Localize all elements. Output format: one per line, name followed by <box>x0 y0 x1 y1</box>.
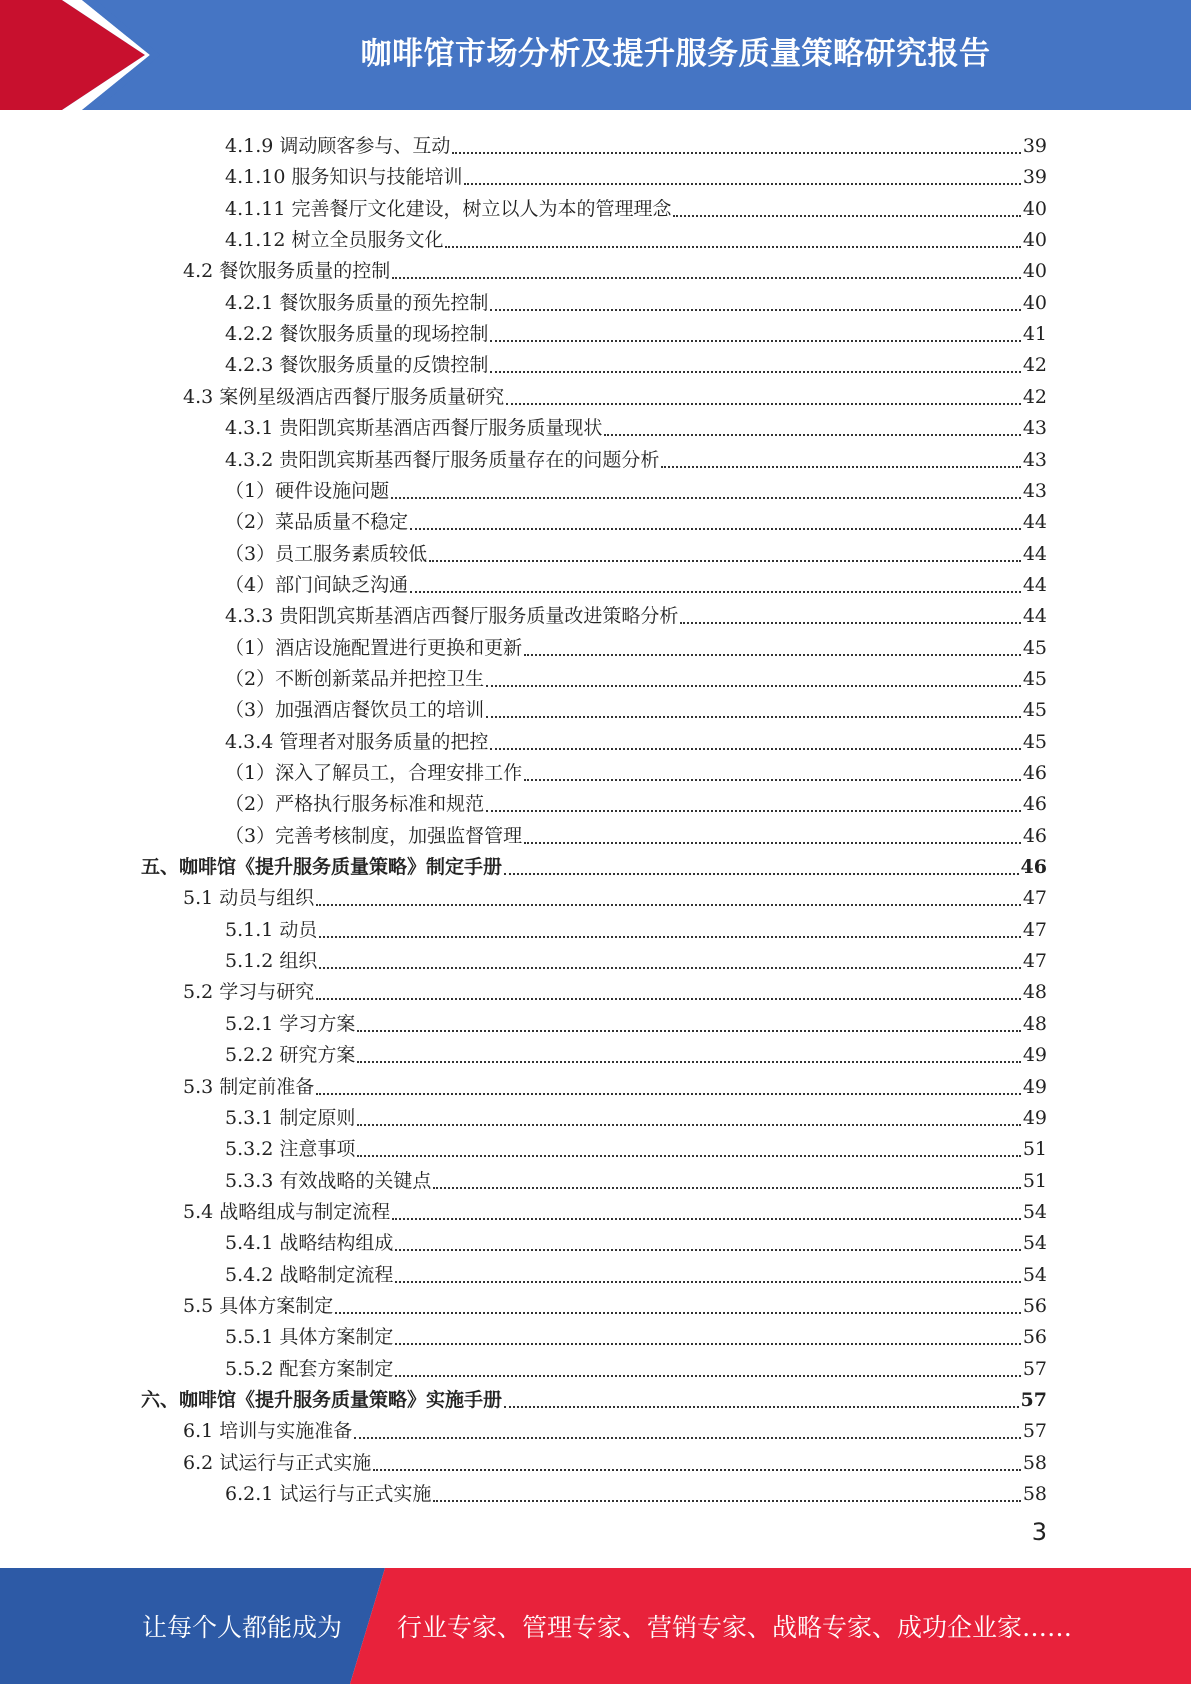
toc-entry-page: 45 <box>1022 667 1047 690</box>
toc-entry-title: 5.3.3 有效战略的关键点 <box>225 1169 432 1192</box>
toc-entry-page: 57 <box>1022 1420 1047 1443</box>
toc-entry[interactable] <box>225 284 1047 315</box>
toc-entry-page: 49 <box>1022 1044 1047 1067</box>
toc-entry-title: 4.3.3 贵阳凯宾斯基酒店西餐厅服务质量改进策略分析 <box>225 605 679 628</box>
toc-entry[interactable] <box>225 723 1047 754</box>
toc-entry[interactable] <box>183 1287 1047 1318</box>
toc-entry-title: （1）硬件设施问题 <box>225 479 390 502</box>
toc-entry[interactable] <box>225 566 1047 597</box>
toc-entry[interactable] <box>225 441 1047 472</box>
toc-entry-title: 4.2.2 餐饮服务质量的现场控制 <box>225 323 489 346</box>
toc-dot-leader <box>486 679 1021 687</box>
toc-entry-page: 46 <box>1022 793 1047 816</box>
toc-entry-title: （2）严格执行服务标准和规范 <box>225 793 485 816</box>
toc-entry[interactable] <box>225 597 1047 628</box>
toc-entry[interactable] <box>225 660 1047 691</box>
toc-dot-leader <box>395 1369 1020 1377</box>
toc-dot-leader <box>316 898 1021 906</box>
toc-entry-page: 54 <box>1022 1263 1047 1286</box>
toc-dot-leader <box>524 773 1021 781</box>
toc-entry[interactable] <box>225 1130 1047 1161</box>
toc-dot-leader <box>316 992 1021 1000</box>
toc-entry-title: 4.1.10 服务知识与技能培训 <box>225 166 463 189</box>
toc-entry-title: 六、咖啡馆《提升服务质量策略》实施手册 <box>141 1389 503 1411</box>
toc-entry-title: 5.2.2 研究方案 <box>225 1044 356 1067</box>
toc-entry-page: 45 <box>1022 730 1047 753</box>
toc-dot-leader <box>392 271 1021 279</box>
toc-dot-leader <box>661 460 1020 468</box>
toc-entry-title: 5.4 战略组成与制定流程 <box>183 1200 391 1223</box>
toc-entry[interactable] <box>225 1256 1047 1287</box>
toc-entry-title: 5.2 学习与研究 <box>183 981 315 1004</box>
toc-dot-leader <box>604 428 1020 436</box>
toc-entry[interactable] <box>225 1350 1047 1381</box>
toc-entry[interactable] <box>225 1099 1047 1130</box>
toc-dot-leader <box>429 554 1021 562</box>
toc-dot-leader <box>395 1243 1020 1251</box>
toc-entry-title: （1）酒店设施配置进行更换和更新 <box>225 636 523 659</box>
toc-entry[interactable] <box>183 973 1047 1004</box>
toc-dot-leader <box>357 1055 1020 1063</box>
toc-entry[interactable] <box>183 1444 1047 1475</box>
footer-slogan-left: 让每个人都能成为 <box>142 1613 343 1642</box>
toc-entry-title: （2）不断创新菜品并把控卫生 <box>225 667 485 690</box>
toc-entry-page: 54 <box>1022 1232 1047 1255</box>
toc-entry[interactable] <box>225 1005 1047 1036</box>
toc-entry-page: 47 <box>1022 887 1047 910</box>
toc-entry-page: 45 <box>1022 636 1047 659</box>
toc-dot-leader <box>673 209 1020 217</box>
toc-entry[interactable] <box>225 190 1047 221</box>
toc-entry-page: 46 <box>1022 824 1047 847</box>
toc-entry[interactable] <box>183 378 1047 409</box>
toc-entry[interactable] <box>225 535 1047 566</box>
page-footer <box>0 1568 1191 1684</box>
toc-entry[interactable] <box>225 629 1047 660</box>
toc-entry-page: 43 <box>1022 479 1047 502</box>
toc-entry-title: 5.3 制定前准备 <box>183 1075 315 1098</box>
toc-entry[interactable] <box>225 691 1047 722</box>
toc-dot-leader <box>433 1494 1020 1502</box>
toc-entry-title: 5.5.2 配套方案制定 <box>225 1357 394 1380</box>
toc-entry-page: 42 <box>1022 385 1047 408</box>
toc-entry[interactable] <box>183 252 1047 283</box>
toc-dot-leader <box>319 930 1020 938</box>
toc-entry-title: 五、咖啡馆《提升服务质量策略》制定手册 <box>141 856 503 879</box>
toc-entry-page: 44 <box>1022 605 1047 628</box>
toc-dot-leader <box>335 1306 1021 1314</box>
toc-entry[interactable] <box>183 1412 1047 1443</box>
toc-entry-title: 4.2.1 餐饮服务质量的预先控制 <box>225 291 489 314</box>
toc-dot-leader <box>410 522 1021 530</box>
toc-entry[interactable] <box>225 127 1047 158</box>
toc-entry-title: （1）深入了解员工，合理安排工作 <box>225 762 523 784</box>
toc-entry-title: 6.1 培训与实施准备 <box>183 1420 353 1443</box>
toc-entry-title: 5.2.1 学习方案 <box>225 1012 356 1035</box>
toc-dot-leader <box>490 334 1020 342</box>
toc-entry-page: 58 <box>1022 1451 1047 1474</box>
toc-entry[interactable] <box>183 879 1047 910</box>
toc-entry-page: 43 <box>1022 448 1047 471</box>
toc-entry-page: 39 <box>1022 135 1047 157</box>
toc-entry[interactable] <box>225 817 1047 848</box>
toc-entry-page: 51 <box>1022 1138 1047 1161</box>
toc-dot-leader <box>373 1463 1021 1471</box>
toc-entry-page: 45 <box>1022 699 1047 722</box>
toc-entry-title: 4.1.11 完善餐厅文化建设，树立以人为本的管理理念 <box>225 197 672 220</box>
toc-entry-title: 5.3.2 注意事项 <box>225 1138 356 1161</box>
toc-entry[interactable] <box>225 1318 1047 1349</box>
toc-entry[interactable] <box>225 158 1047 189</box>
toc-dot-leader <box>486 804 1021 812</box>
toc-dot-leader <box>490 303 1020 311</box>
toc-entry-title: 4.1.9 调动顾客参与、互动 <box>225 135 451 157</box>
toc-dot-leader <box>395 1275 1020 1283</box>
toc-entry-page: 56 <box>1022 1326 1047 1349</box>
toc-entry-title: 6.2.1 试运行与正式实施 <box>225 1483 432 1506</box>
toc-entry-page: 51 <box>1022 1169 1047 1192</box>
toc-entry[interactable] <box>225 942 1047 973</box>
toc-entry-page: 56 <box>1022 1294 1047 1317</box>
toc-entry-title: 4.3.2 贵阳凯宾斯基西餐厅服务质量存在的问题分析 <box>225 448 660 471</box>
toc-entry-title: （3）加强酒店餐饮员工的培训 <box>225 699 485 722</box>
toc-entry[interactable] <box>225 315 1047 346</box>
toc-entry-page: 49 <box>1022 1106 1047 1129</box>
toc-entry-title: 4.2.3 餐饮服务质量的反馈控制 <box>225 354 489 377</box>
toc-entry-title: 5.1.1 动员 <box>225 918 318 941</box>
toc-dot-leader <box>316 1087 1021 1095</box>
toc-entry-page: 41 <box>1022 323 1047 346</box>
toc-dot-leader <box>506 397 1021 405</box>
toc-entry-title: （4）部门间缺乏沟通 <box>225 573 409 596</box>
toc-entry[interactable] <box>141 1381 1047 1412</box>
toc-entry-title: 4.2 餐饮服务质量的控制 <box>183 260 391 283</box>
toc-entry-title: 5.5.1 具体方案制定 <box>225 1326 394 1349</box>
toc-entry-title: （2）菜品质量不稳定 <box>225 511 409 534</box>
toc-dot-leader <box>490 365 1020 373</box>
toc-dot-leader <box>354 1431 1021 1439</box>
toc-entry-title: （3）完善考核制度，加强监督管理 <box>225 824 523 847</box>
toc-entry-page: 49 <box>1022 1075 1047 1098</box>
toc-entry-title: 4.3.4 管理者对服务质量的把控 <box>225 730 489 753</box>
toc-entry-page: 40 <box>1022 229 1047 252</box>
toc-entry-title: 6.2 试运行与正式实施 <box>183 1451 372 1474</box>
toc-dot-leader <box>464 177 1020 185</box>
toc-entry[interactable] <box>225 911 1047 942</box>
toc-dot-leader <box>395 1337 1020 1345</box>
toc-dot-leader <box>680 616 1020 624</box>
toc-entry[interactable] <box>225 1475 1047 1506</box>
toc-dot-leader <box>445 240 1020 248</box>
toc-dot-leader <box>357 1149 1020 1157</box>
toc-dot-leader <box>410 585 1021 593</box>
toc-entry[interactable] <box>225 785 1047 816</box>
toc-entry-page: 47 <box>1022 918 1047 941</box>
toc-entry-title: 4.3.1 贵阳凯宾斯基酒店西餐厅服务质量现状 <box>225 417 603 440</box>
toc-dot-leader <box>319 961 1020 969</box>
toc-entry-title: 5.5 具体方案制定 <box>183 1294 334 1317</box>
toc-entry-page: 40 <box>1022 197 1047 220</box>
toc-dot-leader <box>504 867 1019 875</box>
toc-entry-title: 5.4.2 战略制定流程 <box>225 1263 394 1286</box>
page-number: 3 <box>1031 1518 1047 1546</box>
toc-entry[interactable] <box>225 754 1047 785</box>
toc-entry-title: 5.3.1 制定原则 <box>225 1106 356 1129</box>
toc-entry-page: 47 <box>1022 950 1047 973</box>
toc-entry-page: 42 <box>1022 354 1047 377</box>
toc-entry[interactable] <box>225 472 1047 503</box>
toc-entry-title: 5.1.2 组织 <box>225 950 318 973</box>
toc-entry[interactable] <box>225 409 1047 440</box>
footer-slogan-right: 行业专家、管理专家、营销专家、战略专家、成功企业家…… <box>397 1613 1073 1642</box>
toc-entry[interactable] <box>183 1193 1047 1224</box>
toc-entry-page: 46 <box>1022 762 1047 784</box>
toc-dot-leader <box>486 710 1021 718</box>
toc-entry-title: 4.1.12 树立全员服务文化 <box>225 229 444 252</box>
toc-entry-page: 40 <box>1022 291 1047 314</box>
toc-entry-title: 5.4.1 战略结构组成 <box>225 1232 394 1255</box>
toc-dot-leader <box>504 1400 1019 1408</box>
toc-entry-page: 57 <box>1020 1389 1047 1411</box>
toc-entry[interactable] <box>225 221 1047 252</box>
toc-dot-leader <box>433 1181 1020 1189</box>
toc-entry[interactable] <box>225 346 1047 377</box>
toc-entry-page: 46 <box>1020 856 1047 879</box>
toc-dot-leader <box>452 146 1020 154</box>
toc-dot-leader <box>357 1024 1020 1032</box>
toc-entry-page: 58 <box>1022 1483 1047 1506</box>
toc-entry-title: 5.1 动员与组织 <box>183 887 315 910</box>
toc-entry-title: 4.3 案例星级酒店西餐厅服务质量研究 <box>183 385 505 408</box>
toc-entry-page: 44 <box>1022 511 1047 534</box>
toc-entry-title: （3）员工服务素质较低 <box>225 542 428 565</box>
page-header <box>0 0 1191 110</box>
toc-dot-leader <box>524 836 1021 844</box>
toc-dot-leader <box>357 1118 1020 1126</box>
toc-entry-page: 44 <box>1022 542 1047 565</box>
toc-entry-page: 48 <box>1022 1012 1047 1035</box>
toc-entry-page: 54 <box>1022 1200 1047 1223</box>
toc-dot-leader <box>391 491 1021 499</box>
toc-entry-page: 39 <box>1022 166 1047 189</box>
toc-entry[interactable] <box>141 848 1047 879</box>
toc-entry[interactable] <box>225 503 1047 534</box>
toc-entry-page: 40 <box>1022 260 1047 283</box>
toc-entry-page: 44 <box>1022 573 1047 596</box>
toc-entry[interactable] <box>183 1068 1047 1099</box>
toc-dot-leader <box>490 742 1020 750</box>
toc-dot-leader <box>392 1212 1021 1220</box>
toc-entry-page: 43 <box>1022 417 1047 440</box>
toc-entry[interactable] <box>225 1224 1047 1255</box>
toc-entry-page: 57 <box>1022 1357 1047 1380</box>
toc-entry[interactable] <box>225 1036 1047 1067</box>
toc-dot-leader <box>524 648 1021 656</box>
toc-entry-page: 48 <box>1022 981 1047 1004</box>
report-title: 咖啡馆市场分析及提升服务质量策略研究报告 <box>360 35 991 72</box>
toc-entry[interactable] <box>225 1162 1047 1193</box>
